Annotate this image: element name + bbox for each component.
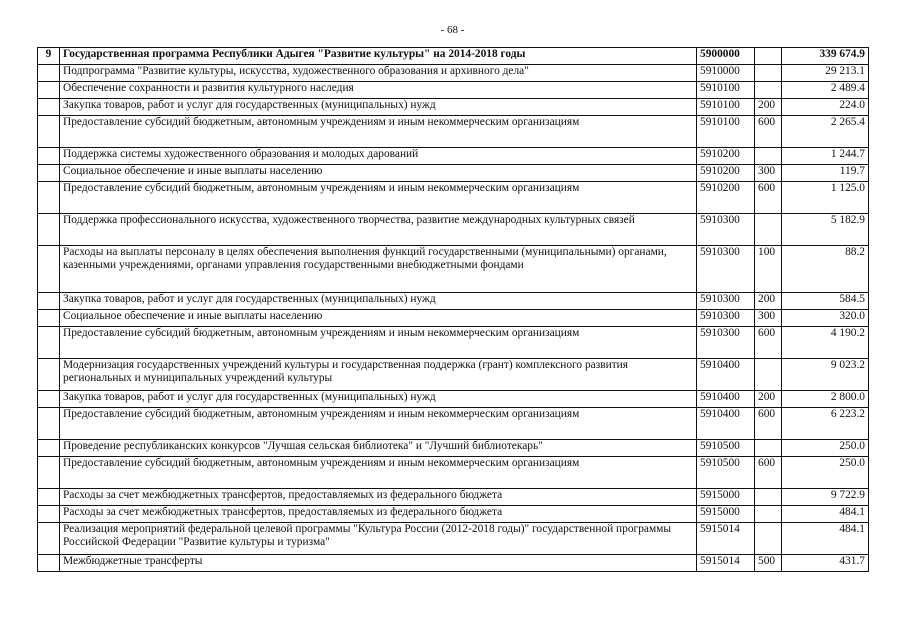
expense-name-cell: Реализация мероприятий федеральной целевой программы "Культура России (2012-2018 годы)" государственной программы Российской Федерации "Развитие культуры и туризма" bbox=[60, 523, 697, 555]
target-item-code-cell: 5910100 bbox=[697, 99, 755, 116]
expense-name-cell: Расходы на выплаты персоналу в целях обеспечения выполнения функций государственными (муниципальными) органами, казенными учреждениями, органами управления государственными внебюджетными фондами bbox=[60, 246, 697, 293]
expense-type-code-cell bbox=[755, 440, 782, 457]
expense-type-code-cell bbox=[755, 359, 782, 391]
target-item-code-cell: 5910300 bbox=[697, 310, 755, 327]
expense-type-code-cell: 300 bbox=[755, 310, 782, 327]
table-row bbox=[38, 48, 869, 65]
row-number-cell bbox=[38, 555, 60, 572]
table-row bbox=[38, 214, 869, 246]
row-number-cell bbox=[38, 359, 60, 391]
expense-type-code-cell bbox=[755, 523, 782, 555]
target-item-code-cell: 5910400 bbox=[697, 391, 755, 408]
expense-type-code-cell bbox=[755, 48, 782, 65]
amount-cell: 484.1 bbox=[782, 523, 869, 555]
row-number-cell bbox=[38, 489, 60, 506]
expense-name-cell: Поддержка системы художественного образования и молодых дарований bbox=[60, 148, 697, 165]
table-row bbox=[38, 440, 869, 457]
budget-table bbox=[37, 47, 869, 572]
amount-cell: 224.0 bbox=[782, 99, 869, 116]
table-row bbox=[38, 327, 869, 359]
target-item-code-cell: 5915014 bbox=[697, 523, 755, 555]
table-row bbox=[38, 359, 869, 391]
amount-cell: 88.2 bbox=[782, 246, 869, 293]
row-number-cell bbox=[38, 408, 60, 440]
table-row bbox=[38, 148, 869, 165]
table-row bbox=[38, 82, 869, 99]
target-item-code-cell: 5910300 bbox=[697, 293, 755, 310]
amount-cell: 9 722.9 bbox=[782, 489, 869, 506]
row-number-cell bbox=[38, 82, 60, 99]
table-row bbox=[38, 408, 869, 440]
expense-type-code-cell bbox=[755, 214, 782, 246]
expense-name-cell: Предоставление субсидий бюджетным, автономным учреждениям и иным некоммерческим организациям bbox=[60, 457, 697, 489]
amount-cell: 5 182.9 bbox=[782, 214, 869, 246]
amount-cell: 250.0 bbox=[782, 440, 869, 457]
row-number-cell bbox=[38, 310, 60, 327]
row-number-cell bbox=[38, 246, 60, 293]
target-item-code-cell: 5910500 bbox=[697, 440, 755, 457]
target-item-code-cell: 5910400 bbox=[697, 359, 755, 391]
target-item-code-cell: 5910000 bbox=[697, 65, 755, 82]
expense-type-code-cell: 200 bbox=[755, 293, 782, 310]
amount-cell: 4 190.2 bbox=[782, 327, 869, 359]
expense-name-cell: Модернизация государственных учреждений культуры и государственная поддержка (грант) комплексного развития региональных и муниципальных учреждений культуры bbox=[60, 359, 697, 391]
amount-cell: 29 213.1 bbox=[782, 65, 869, 82]
table-row bbox=[38, 165, 869, 182]
target-item-code-cell: 5915014 bbox=[697, 555, 755, 572]
target-item-code-cell: 5915000 bbox=[697, 506, 755, 523]
expense-type-code-cell bbox=[755, 489, 782, 506]
target-item-code-cell: 5910300 bbox=[697, 327, 755, 359]
expense-name-cell: Предоставление субсидий бюджетным, автономным учреждениям и иным некоммерческим организациям bbox=[60, 408, 697, 440]
row-number-cell bbox=[38, 457, 60, 489]
table-row bbox=[38, 293, 869, 310]
amount-cell: 2 800.0 bbox=[782, 391, 869, 408]
row-number-cell: 9 bbox=[38, 48, 60, 65]
table-row bbox=[38, 99, 869, 116]
expense-type-code-cell: 600 bbox=[755, 327, 782, 359]
target-item-code-cell: 5900000 bbox=[697, 48, 755, 65]
row-number-cell bbox=[38, 214, 60, 246]
expense-name-cell: Предоставление субсидий бюджетным, автономным учреждениям и иным некоммерческим организациям bbox=[60, 327, 697, 359]
amount-cell: 9 023.2 bbox=[782, 359, 869, 391]
expense-type-code-cell: 200 bbox=[755, 391, 782, 408]
table-row bbox=[38, 489, 869, 506]
expense-type-code-cell bbox=[755, 148, 782, 165]
expense-type-code-cell: 200 bbox=[755, 99, 782, 116]
expense-type-code-cell bbox=[755, 82, 782, 99]
row-number-cell bbox=[38, 165, 60, 182]
table-row bbox=[38, 65, 869, 82]
expense-name-cell: Проведение республиканских конкурсов "Лучшая сельская библиотека" и "Лучший библиотекарь" bbox=[60, 440, 697, 457]
table-row bbox=[38, 506, 869, 523]
table-row bbox=[38, 116, 869, 148]
target-item-code-cell: 5910300 bbox=[697, 214, 755, 246]
expense-type-code-cell: 600 bbox=[755, 408, 782, 440]
row-number-cell bbox=[38, 293, 60, 310]
target-item-code-cell: 5910200 bbox=[697, 165, 755, 182]
target-item-code-cell: 5910300 bbox=[697, 246, 755, 293]
expense-type-code-cell: 600 bbox=[755, 457, 782, 489]
expense-name-cell: Предоставление субсидий бюджетным, автономным учреждениям и иным некоммерческим организациям bbox=[60, 116, 697, 148]
expense-type-code-cell bbox=[755, 506, 782, 523]
row-number-cell bbox=[38, 65, 60, 82]
expense-name-cell: Расходы за счет межбюджетных трансфертов, предоставляемых из федерального бюджета bbox=[60, 489, 697, 506]
expense-name-cell: Расходы за счет межбюджетных трансфертов, предоставляемых из федерального бюджета bbox=[60, 506, 697, 523]
row-number-cell bbox=[38, 523, 60, 555]
expense-name-cell: Социальное обеспечение и иные выплаты населению bbox=[60, 310, 697, 327]
row-number-cell bbox=[38, 327, 60, 359]
expense-name-cell: Межбюджетные трансферты bbox=[60, 555, 697, 572]
amount-cell: 119.7 bbox=[782, 165, 869, 182]
table-row bbox=[38, 523, 869, 555]
amount-cell: 484.1 bbox=[782, 506, 869, 523]
target-item-code-cell: 5910100 bbox=[697, 116, 755, 148]
table-row bbox=[38, 310, 869, 327]
amount-cell: 6 223.2 bbox=[782, 408, 869, 440]
amount-cell: 1 244.7 bbox=[782, 148, 869, 165]
expense-type-code-cell: 600 bbox=[755, 182, 782, 214]
table-row bbox=[38, 457, 869, 489]
target-item-code-cell: 5910100 bbox=[697, 82, 755, 99]
expense-name-cell: Социальное обеспечение и иные выплаты населению bbox=[60, 165, 697, 182]
amount-cell: 584.5 bbox=[782, 293, 869, 310]
target-item-code-cell: 5915000 bbox=[697, 489, 755, 506]
table-row bbox=[38, 555, 869, 572]
expense-type-code-cell bbox=[755, 65, 782, 82]
amount-cell: 431.7 bbox=[782, 555, 869, 572]
expense-type-code-cell: 300 bbox=[755, 165, 782, 182]
expense-name-cell: Закупка товаров, работ и услуг для государственных (муниципальных) нужд bbox=[60, 293, 697, 310]
table-row bbox=[38, 182, 869, 214]
expense-name-cell: Подпрограмма "Развитие культуры, искусства, художественного образования и архивного дела" bbox=[60, 65, 697, 82]
expense-name-cell: Поддержка профессионального искусства, художественного творчества, развитие международных культурных связей bbox=[60, 214, 697, 246]
expense-name-cell: Закупка товаров, работ и услуг для государственных (муниципальных) нужд bbox=[60, 99, 697, 116]
expense-name-cell: Обеспечение сохранности и развития культурного наследия bbox=[60, 82, 697, 99]
amount-cell: 2 489.4 bbox=[782, 82, 869, 99]
target-item-code-cell: 5910200 bbox=[697, 148, 755, 165]
expense-name-cell: Предоставление субсидий бюджетным, автономным учреждениям и иным некоммерческим организациям bbox=[60, 182, 697, 214]
page-number: - 68 - bbox=[440, 24, 465, 36]
row-number-cell bbox=[38, 148, 60, 165]
amount-cell: 250.0 bbox=[782, 457, 869, 489]
amount-cell: 1 125.0 bbox=[782, 182, 869, 214]
expense-name-cell: Государственная программа Республики Адыгея "Развитие культуры" на 2014-2018 годы bbox=[60, 48, 697, 65]
row-number-cell bbox=[38, 506, 60, 523]
table-row bbox=[38, 246, 869, 293]
expense-type-code-cell: 500 bbox=[755, 555, 782, 572]
row-number-cell bbox=[38, 440, 60, 457]
expense-type-code-cell: 600 bbox=[755, 116, 782, 148]
target-item-code-cell: 5910400 bbox=[697, 408, 755, 440]
expense-name-cell: Закупка товаров, работ и услуг для государственных (муниципальных) нужд bbox=[60, 391, 697, 408]
amount-cell: 2 265.4 bbox=[782, 116, 869, 148]
row-number-cell bbox=[38, 391, 60, 408]
amount-cell: 339 674.9 bbox=[782, 48, 869, 65]
row-number-cell bbox=[38, 116, 60, 148]
target-item-code-cell: 5910500 bbox=[697, 457, 755, 489]
table-row bbox=[38, 391, 869, 408]
row-number-cell bbox=[38, 99, 60, 116]
expense-type-code-cell: 100 bbox=[755, 246, 782, 293]
row-number-cell bbox=[38, 182, 60, 214]
amount-cell: 320.0 bbox=[782, 310, 869, 327]
target-item-code-cell: 5910200 bbox=[697, 182, 755, 214]
